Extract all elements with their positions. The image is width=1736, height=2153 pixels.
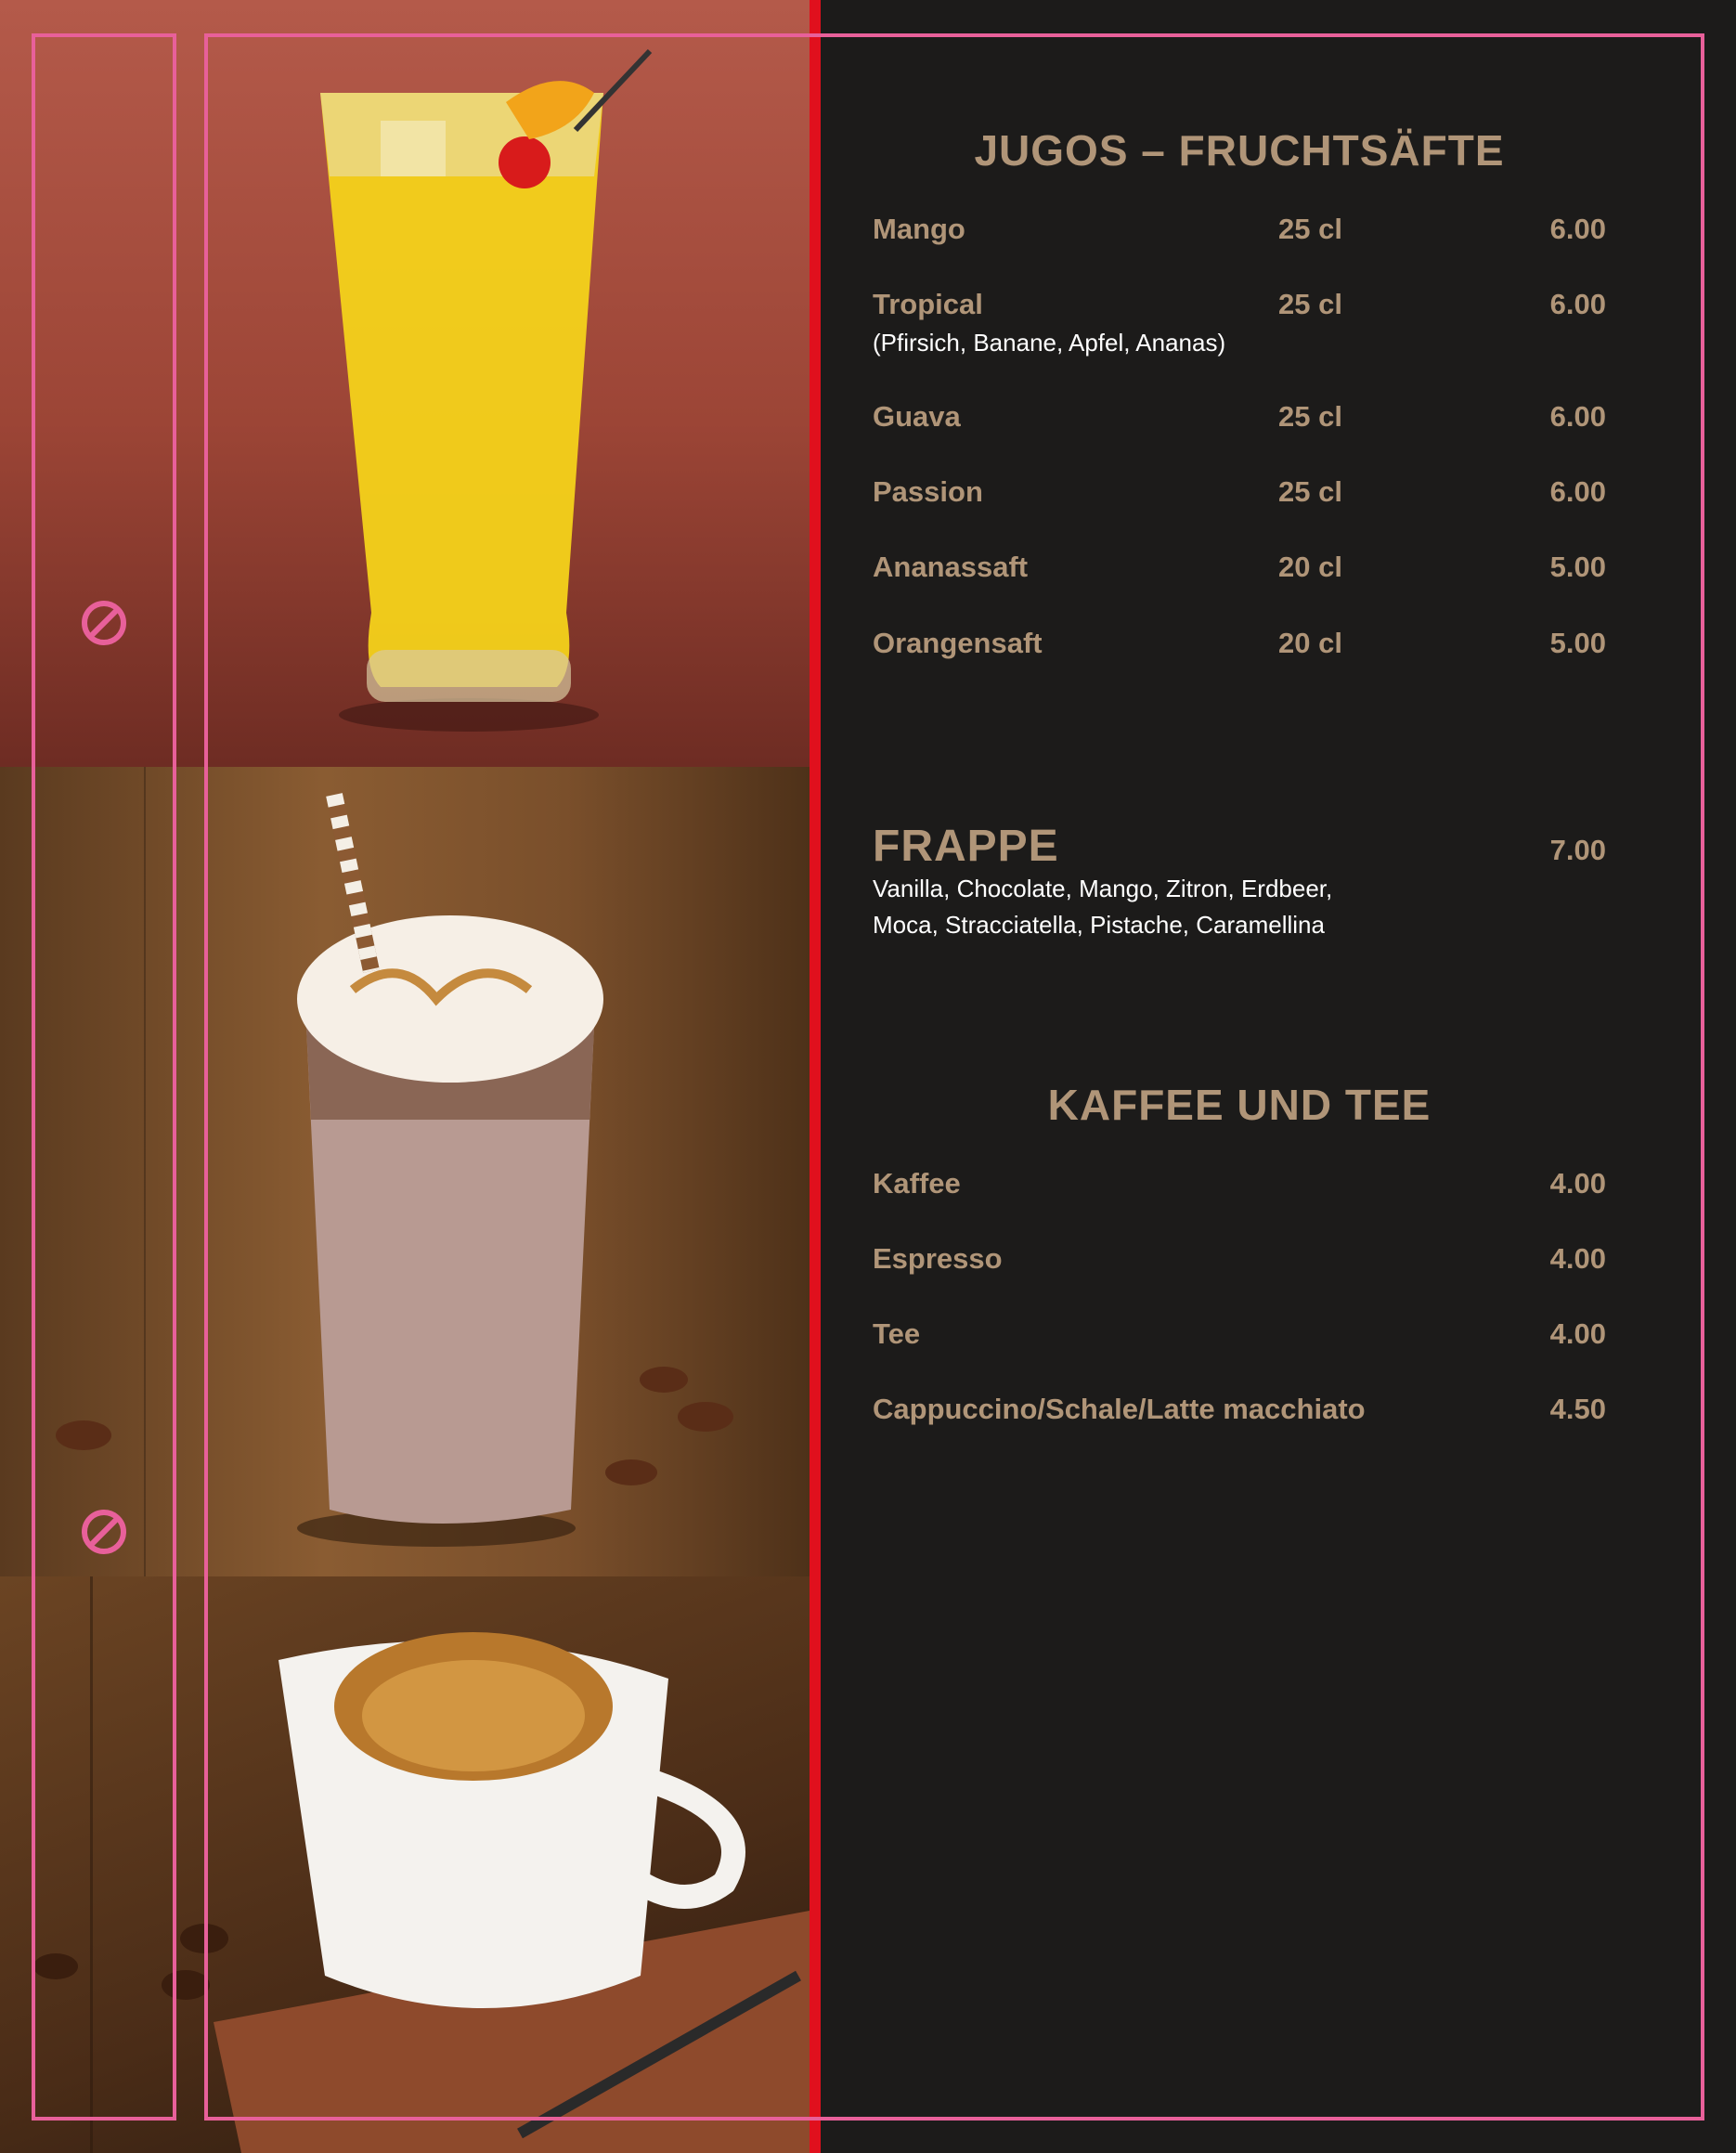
coffee-tea-title: KAFFEE UND TEE xyxy=(1047,1081,1432,1129)
coffee-cup-illustration xyxy=(0,1576,810,2153)
menu-item xyxy=(873,551,1606,591)
item-price: 4.00 xyxy=(1549,1317,1606,1350)
menu-item xyxy=(873,1317,1606,1358)
photo-frappe xyxy=(0,767,810,1576)
item-price: 4.00 xyxy=(1549,1167,1606,1200)
item-size: 25 cl xyxy=(1278,400,1342,433)
item-price: 6.00 xyxy=(1549,288,1606,320)
item-size: 25 cl xyxy=(1278,213,1342,245)
frappe-flavors-line-1: Vanilla, Chocolate, Mango, Zitron, Erdbeer, xyxy=(873,875,1333,902)
frappe-flavors-line-2: Moca, Stracciatella, Pistache, Caramellina xyxy=(873,911,1325,939)
item-name: Tropical xyxy=(873,288,983,320)
item-price: 6.00 xyxy=(1549,475,1606,508)
menu-item xyxy=(873,1167,1606,1208)
item-price: 6.00 xyxy=(1549,400,1606,433)
item-name: Ananassaft xyxy=(873,551,1029,583)
menu-item xyxy=(873,1242,1606,1283)
item-name: Passion xyxy=(873,475,983,508)
menu-item xyxy=(873,400,1606,441)
item-price: 5.00 xyxy=(1549,627,1606,659)
item-price: 4.00 xyxy=(1549,1242,1606,1275)
ban-icon xyxy=(80,599,128,647)
item-name: Cappuccino/Schale/Latte macchiato xyxy=(873,1393,1366,1425)
red-divider xyxy=(810,0,821,2153)
item-size: 20 cl xyxy=(1278,551,1342,583)
menu-item xyxy=(873,475,1606,516)
item-name: Orangensaft xyxy=(873,627,1043,659)
item-price: 4.50 xyxy=(1549,1393,1606,1425)
photo-orange-juice xyxy=(0,0,810,767)
item-size: 20 cl xyxy=(1278,627,1342,659)
ban-icon xyxy=(80,1508,128,1556)
menu-item xyxy=(873,627,1606,668)
item-name: Tee xyxy=(873,1317,921,1350)
menu-item xyxy=(873,213,1606,253)
menu-item xyxy=(873,1393,1606,1433)
item-note: (Pfirsich, Banane, Apfel, Ananas) xyxy=(873,329,1226,357)
item-name: Espresso xyxy=(873,1242,1003,1275)
frappe-glass-illustration xyxy=(0,767,810,1576)
menu-item xyxy=(873,288,1606,329)
item-name: Guava xyxy=(873,400,961,433)
item-name: Mango xyxy=(873,213,965,245)
juices-title: JUGOS – FRUCHTSÄFTE xyxy=(974,126,1505,175)
item-price: 5.00 xyxy=(1549,551,1606,583)
item-name: Kaffee xyxy=(873,1167,961,1200)
frappe-title: FRAPPE xyxy=(873,822,1059,871)
frappe-price: 7.00 xyxy=(1549,834,1606,866)
photo-coffee-cup xyxy=(0,1576,810,2153)
item-size: 25 cl xyxy=(1278,288,1342,320)
item-price: 6.00 xyxy=(1549,213,1606,245)
item-size: 25 cl xyxy=(1278,475,1342,508)
juice-glass-illustration xyxy=(0,0,810,767)
